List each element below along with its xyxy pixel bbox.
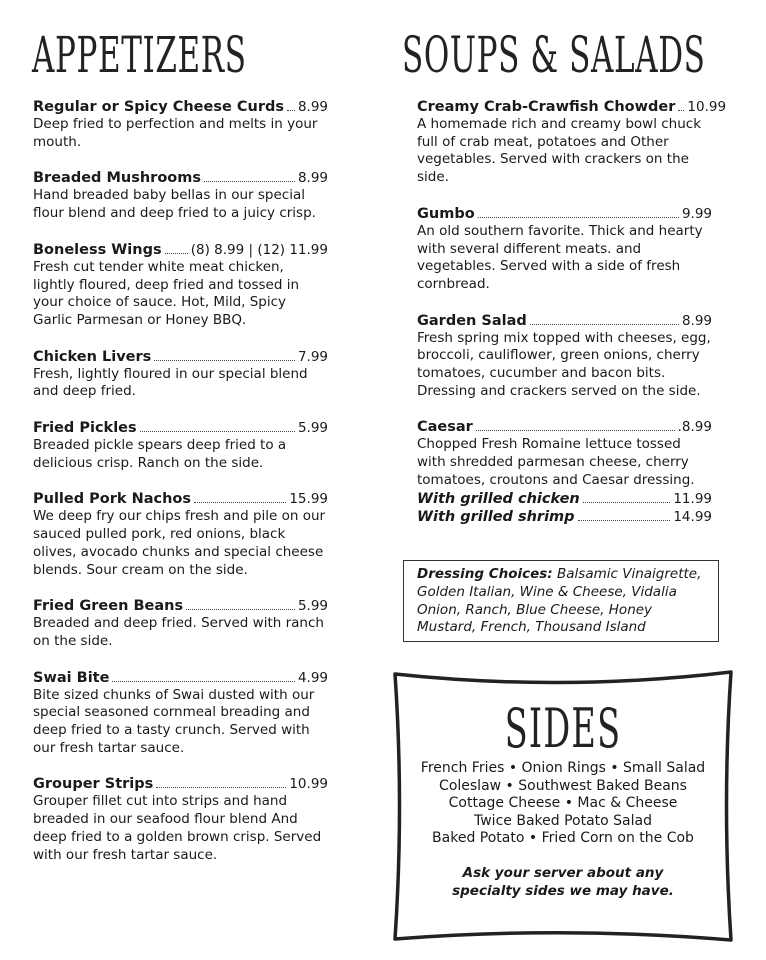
item-description: Deep fried to perfection and melts in your mouth. bbox=[33, 116, 318, 150]
dot-leader bbox=[578, 520, 671, 521]
dressing-label: Dressing Choices: bbox=[417, 566, 553, 582]
item-name: Pulled Pork Nachos bbox=[33, 491, 192, 508]
menu-item-garden-salad bbox=[417, 312, 712, 401]
dot-leader bbox=[156, 787, 286, 788]
item-name: Caesar bbox=[417, 419, 473, 436]
dot-leader bbox=[194, 502, 286, 503]
dot-leader bbox=[476, 430, 675, 431]
item-description: Fresh spring mix topped with cheeses, egg, broccoli, cauliflower, green onions, cherry tomatoes, cucumber and bacon bits. Dressing and crackers served on the side. bbox=[417, 329, 711, 399]
item-name: Fried Pickles bbox=[33, 420, 137, 437]
item-description: Breaded and deep fried. Served with ranch on the side. bbox=[33, 615, 324, 649]
menu-item-fried-pickles bbox=[33, 419, 328, 472]
sides-note-line: Ask your server about any bbox=[462, 865, 664, 881]
item-price: 4.99 bbox=[297, 669, 328, 686]
menu-item-swai-bite bbox=[33, 669, 328, 758]
item-price: 8.99 bbox=[681, 312, 712, 329]
item-name: Breaded Mushrooms bbox=[33, 170, 201, 187]
item-price: 15.99 bbox=[289, 491, 328, 508]
sides-list bbox=[392, 760, 734, 848]
dot-leader bbox=[186, 609, 295, 610]
menu-item-chowder bbox=[417, 98, 727, 187]
sides-line: Baked Potato • Fried Corn on the Cob bbox=[432, 830, 694, 847]
dot-leader bbox=[154, 360, 295, 361]
item-description: Hand breaded baby bellas in our special flour blend and deep fried to a juicy crisp. bbox=[33, 187, 316, 222]
item-description: We deep fry our chips fresh and pile on our sauced pulled pork, red onions, black olives, avocado chunks and special cheese blends. Sour cream on the side. bbox=[33, 508, 326, 578]
sides-note-line: specialty sides we may have. bbox=[452, 883, 674, 899]
item-name: Gumbo bbox=[417, 205, 475, 222]
item-price: .8.99 bbox=[677, 419, 712, 436]
soups-salads-list bbox=[417, 98, 727, 544]
item-price: 8.99 bbox=[297, 170, 328, 187]
sides-line: Coleslaw • Southwest Baked Beans bbox=[439, 777, 687, 794]
item-description: Grouper fillet cut into strips and hand breaded in our seafood flour blend And deep fried to a golden brown crisp. Served with our fresh tartar sauce. bbox=[33, 793, 322, 863]
addon-grilled-chicken bbox=[417, 490, 712, 508]
item-price: 8.99 bbox=[297, 99, 328, 115]
addon-name: With grilled chicken bbox=[417, 490, 580, 507]
item-name: Chicken Livers bbox=[33, 348, 152, 365]
item-name: Boneless Wings bbox=[33, 241, 162, 258]
menu-item-cheese-curds bbox=[33, 98, 328, 151]
addon-price: 14.99 bbox=[673, 508, 712, 525]
item-name: Creamy Crab-Crawfish Chowder bbox=[417, 99, 676, 115]
addon-grilled-shrimp bbox=[417, 508, 712, 526]
item-description: Breaded pickle spears deep fried to a delicious crisp. Ranch on the side. bbox=[33, 437, 287, 471]
dressing-choices-box bbox=[403, 560, 719, 642]
item-name: Regular or Spicy Cheese Curds bbox=[33, 99, 284, 115]
item-description: An old southern favorite. Thick and hearty with several different meats. and vegetables. Served with a side of fresh cornbread. bbox=[417, 222, 703, 292]
item-name: Grouper Strips bbox=[33, 776, 154, 793]
appetizers-heading: APPETIZERS bbox=[32, 26, 247, 84]
sides-line: Cottage Cheese • Mac & Cheese bbox=[448, 795, 678, 812]
menu-item-gumbo bbox=[417, 205, 712, 294]
menu-item-grouper-strips bbox=[33, 775, 328, 864]
item-description: Fresh cut tender white meat chicken, lightly floured, deep fried and tossed in your choice of sauce. Hot, Mild, Spicy Garlic Parmesan or Honey BBQ. bbox=[33, 258, 300, 328]
dot-leader bbox=[165, 253, 188, 254]
item-price: 10.99 bbox=[289, 776, 328, 793]
sides-line: Twice Baked Potato Salad bbox=[474, 812, 652, 829]
addon-name: With grilled shrimp bbox=[417, 508, 575, 525]
menu-item-breaded-mushrooms bbox=[33, 169, 328, 222]
menu-item-pulled-pork-nachos bbox=[33, 490, 328, 579]
item-price: 5.99 bbox=[297, 598, 328, 615]
sides-panel bbox=[392, 668, 734, 942]
sides-line: French Fries • Onion Rings • Small Salad bbox=[420, 760, 706, 776]
item-description: Bite sized chunks of Swai dusted with our special seasoned cornmeal breading and deep fried to a tasty crunch. Served with our fresh tartar sauce. bbox=[33, 686, 315, 756]
item-name: Fried Green Beans bbox=[33, 598, 184, 615]
dot-leader bbox=[287, 110, 295, 111]
item-description: A homemade rich and creamy bowl chuck full of crab meat, potatoes and Other vegetables. Served with crackers on the side. bbox=[417, 116, 702, 186]
dot-leader bbox=[478, 217, 679, 218]
item-price: (8) 8.99 | (12) 11.99 bbox=[190, 241, 328, 258]
dot-leader bbox=[678, 110, 684, 111]
item-description: Chopped Fresh Romaine lettuce tossed with shredded parmesan cheese, cherry tomatoes, croutons and Caesar dressing. bbox=[417, 436, 695, 488]
item-price: 7.99 bbox=[297, 348, 328, 365]
item-name: Garden Salad bbox=[417, 312, 527, 329]
addon-price: 11.99 bbox=[673, 490, 712, 507]
dot-leader bbox=[112, 681, 295, 682]
menu-item-fried-green-beans bbox=[33, 597, 328, 650]
menu-item-boneless-wings bbox=[33, 241, 328, 330]
dot-leader bbox=[204, 181, 295, 182]
dot-leader bbox=[530, 324, 679, 325]
item-price: 9.99 bbox=[681, 205, 712, 222]
sides-heading: SIDES bbox=[504, 697, 622, 760]
item-description: Fresh, lightly floured in our special blend and deep fried. bbox=[33, 365, 308, 400]
item-price: 5.99 bbox=[297, 420, 328, 437]
soups-salads-heading: SOUPS & SALADS bbox=[402, 26, 706, 84]
dressing-list: Balsamic Vinaigrette, Golden Italian, Wine & Cheese, Vidalia Onion, Ranch, Blue Cheese, Honey Mustard, French, Thousand Island bbox=[417, 566, 702, 636]
dot-leader bbox=[583, 502, 671, 503]
item-name: Swai Bite bbox=[33, 669, 110, 686]
appetizers-list bbox=[33, 98, 328, 882]
sides-note bbox=[392, 864, 734, 900]
dot-leader bbox=[140, 431, 295, 432]
menu-item-caesar bbox=[417, 418, 712, 525]
item-price: 10.99 bbox=[687, 99, 727, 115]
menu-item-chicken-livers bbox=[33, 348, 328, 401]
